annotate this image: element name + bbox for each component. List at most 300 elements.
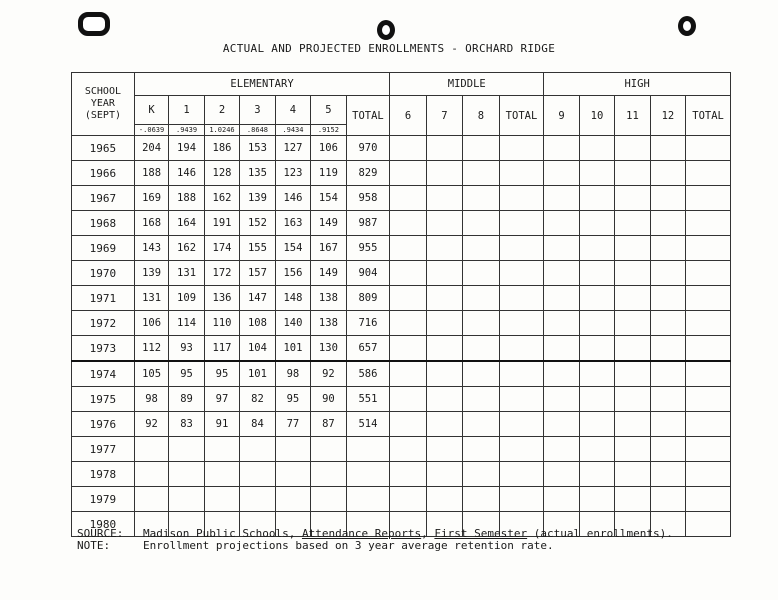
page-title: ACTUAL AND PROJECTED ENROLLMENTS - ORCHARD RIDGE <box>222 42 556 55</box>
enrollment-cell: 987 <box>346 211 390 236</box>
enrollment-cell <box>615 211 650 236</box>
enrollment-cell: 172 <box>204 261 239 286</box>
column-header: 6 <box>390 96 426 136</box>
retention-rate: 1.0246 <box>204 125 239 136</box>
enrollment-cell <box>650 261 685 286</box>
enrollment-cell <box>615 361 650 387</box>
year-cell: 1968 <box>72 211 135 236</box>
enrollment-cell <box>544 161 579 186</box>
enrollment-cell: 146 <box>169 161 204 186</box>
enrollment-cell <box>311 437 346 462</box>
note-label: NOTE: <box>77 539 111 552</box>
enrollment-cell <box>463 437 499 462</box>
enrollment-cell: 108 <box>240 311 275 336</box>
table-row <box>72 412 731 437</box>
enrollment-cell: 164 <box>169 211 204 236</box>
enrollment-cell: 149 <box>311 211 346 236</box>
enrollment-cell <box>240 437 275 462</box>
retention-rate: .9434 <box>275 125 310 136</box>
enrollment-cell: 98 <box>275 361 310 387</box>
enrollment-cell <box>686 437 731 462</box>
enrollment-cell <box>426 161 462 186</box>
table-row <box>72 261 731 286</box>
enrollment-cell <box>544 186 579 211</box>
enrollment-cell <box>169 462 204 487</box>
enrollment-cell <box>615 161 650 186</box>
enrollment-cell: 188 <box>169 186 204 211</box>
enrollment-cell <box>463 261 499 286</box>
enrollment-cell <box>390 161 426 186</box>
enrollment-cell <box>346 462 390 487</box>
enrollment-cell: 123 <box>275 161 310 186</box>
enrollment-cell <box>579 336 614 362</box>
enrollment-cell: 140 <box>275 311 310 336</box>
enrollment-cell: 139 <box>134 261 168 286</box>
enrollment-cell <box>134 487 168 512</box>
enrollment-cell <box>686 136 731 161</box>
table-row <box>72 437 731 462</box>
enrollment-cell <box>426 236 462 261</box>
enrollment-cell: 156 <box>275 261 310 286</box>
enrollment-cell <box>686 211 731 236</box>
binder-hole-left <box>78 12 110 36</box>
enrollment-cell <box>426 361 462 387</box>
enrollment-cell: 92 <box>311 361 346 387</box>
enrollment-cell: 163 <box>275 211 310 236</box>
column-header: 7 <box>426 96 462 136</box>
enrollment-cell <box>579 261 614 286</box>
enrollment-cell <box>390 336 426 362</box>
enrollment-cell <box>390 387 426 412</box>
retention-rate: .8648 <box>240 125 275 136</box>
enrollment-cell: 139 <box>240 186 275 211</box>
table-row <box>72 186 731 211</box>
enrollment-cell <box>650 361 685 387</box>
enrollment-cell: 167 <box>311 236 346 261</box>
enrollment-cell: 188 <box>134 161 168 186</box>
enrollment-cell <box>426 412 462 437</box>
enrollment-cell: 101 <box>240 361 275 387</box>
enrollment-cell <box>544 211 579 236</box>
enrollment-cell: 130 <box>311 336 346 362</box>
enrollment-cell <box>615 387 650 412</box>
enrollment-cell <box>426 261 462 286</box>
enrollment-cell: 157 <box>240 261 275 286</box>
enrollment-cell <box>650 236 685 261</box>
enrollment-cell <box>686 261 731 286</box>
enrollment-cell <box>275 437 310 462</box>
enrollment-cell: 716 <box>346 311 390 336</box>
enrollment-cell <box>579 161 614 186</box>
year-cell: 1965 <box>72 136 135 161</box>
source-suffix: (actual enrollments). <box>527 527 673 540</box>
enrollment-cell <box>544 286 579 311</box>
year-cell: 1969 <box>72 236 135 261</box>
table-row <box>72 487 731 512</box>
enrollment-cell <box>686 311 731 336</box>
enrollment-cell: 95 <box>169 361 204 387</box>
enrollment-cell: 143 <box>134 236 168 261</box>
enrollment-cell <box>615 311 650 336</box>
enrollment-cell <box>390 311 426 336</box>
enrollment-rows <box>72 136 731 537</box>
enrollment-cell <box>544 136 579 161</box>
year-cell: 1971 <box>72 286 135 311</box>
retention-rate: -.0639 <box>134 125 168 136</box>
enrollment-cell <box>650 387 685 412</box>
enrollment-cell: 92 <box>134 412 168 437</box>
enrollment-cell: 152 <box>240 211 275 236</box>
enrollment-cell <box>615 286 650 311</box>
table-row <box>72 236 731 261</box>
enrollment-cell: 146 <box>275 186 310 211</box>
enrollment-cell <box>311 487 346 512</box>
enrollment-cell: 162 <box>169 236 204 261</box>
enrollment-cell <box>686 487 731 512</box>
enrollment-cell <box>463 211 499 236</box>
enrollment-cell: 105 <box>134 361 168 387</box>
high-group-header: HIGH <box>544 73 731 96</box>
enrollment-cell <box>579 412 614 437</box>
projection-note <box>77 540 673 552</box>
enrollment-cell <box>686 286 731 311</box>
enrollment-cell <box>426 286 462 311</box>
enrollment-cell <box>686 387 731 412</box>
enrollment-cell <box>499 286 544 311</box>
enrollment-cell <box>204 462 239 487</box>
enrollment-cell <box>686 361 731 387</box>
enrollment-cell: 191 <box>204 211 239 236</box>
enrollment-cell <box>544 361 579 387</box>
enrollment-cell <box>390 412 426 437</box>
enrollment-cell: 90 <box>311 387 346 412</box>
column-header: 1 <box>169 96 204 125</box>
enrollment-cell <box>426 487 462 512</box>
enrollment-cell <box>579 186 614 211</box>
enrollment-cell: 194 <box>169 136 204 161</box>
enrollment-cell <box>615 487 650 512</box>
table-row <box>72 211 731 236</box>
enrollment-cell <box>346 487 390 512</box>
binder-hole-center <box>377 20 395 40</box>
enrollment-cell <box>615 437 650 462</box>
enrollment-cell <box>426 462 462 487</box>
binder-hole-right <box>678 16 696 36</box>
column-header: 12 <box>650 96 685 136</box>
enrollment-cell: 169 <box>134 186 168 211</box>
enrollment-cell <box>463 487 499 512</box>
enrollment-cell <box>650 336 685 362</box>
enrollment-cell: 97 <box>204 387 239 412</box>
elementary-group-header: ELEMENTARY <box>134 73 389 96</box>
enrollment-cell <box>544 487 579 512</box>
enrollment-cell <box>686 236 731 261</box>
enrollment-cell <box>426 136 462 161</box>
enrollment-cell <box>499 236 544 261</box>
table-row <box>72 387 731 412</box>
enrollment-cell: 106 <box>134 311 168 336</box>
enrollment-cell <box>579 286 614 311</box>
enrollment-cell: 147 <box>240 286 275 311</box>
enrollment-cell: 119 <box>311 161 346 186</box>
enrollment-cell: 186 <box>204 136 239 161</box>
year-cell: 1980 <box>72 512 135 537</box>
enrollment-cell <box>390 487 426 512</box>
source-prefix: Madison Public Schools, <box>143 527 302 540</box>
enrollment-cell <box>499 487 544 512</box>
footnotes <box>77 528 673 552</box>
enrollment-cell <box>463 462 499 487</box>
enrollment-cell <box>240 462 275 487</box>
year-cell: 1966 <box>72 161 135 186</box>
enrollment-cell: 155 <box>240 236 275 261</box>
enrollment-cell <box>311 462 346 487</box>
enrollment-cell <box>426 211 462 236</box>
enrollment-cell <box>615 236 650 261</box>
enrollment-cell: 114 <box>169 311 204 336</box>
table-row <box>72 286 731 311</box>
enrollment-cell: 204 <box>134 136 168 161</box>
enrollment-cell <box>544 387 579 412</box>
enrollment-cell: 514 <box>346 412 390 437</box>
enrollment-cell <box>499 186 544 211</box>
enrollment-cell: 106 <box>311 136 346 161</box>
retention-rate: .9152 <box>311 125 346 136</box>
year-cell: 1973 <box>72 336 135 362</box>
middle-group-header: MIDDLE <box>390 73 544 96</box>
column-header: TOTAL <box>686 96 731 136</box>
enrollment-cell <box>463 412 499 437</box>
enrollment-cell <box>463 236 499 261</box>
enrollment-cell: 154 <box>311 186 346 211</box>
enrollment-cell: 101 <box>275 336 310 362</box>
column-header: 10 <box>579 96 614 136</box>
enrollment-cell <box>579 361 614 387</box>
enrollment-cell <box>426 311 462 336</box>
year-cell: 1979 <box>72 487 135 512</box>
enrollment-cell <box>650 161 685 186</box>
enrollment-cell: 168 <box>134 211 168 236</box>
enrollment-cell <box>499 336 544 362</box>
enrollment-cell <box>426 186 462 211</box>
enrollment-cell: 131 <box>169 261 204 286</box>
grade-header-row <box>72 96 731 125</box>
enrollment-cell <box>499 161 544 186</box>
source-attendance: Attendance Reports <box>301 527 422 540</box>
enrollment-cell <box>615 136 650 161</box>
enrollment-cell: 84 <box>240 412 275 437</box>
retention-rate: .9439 <box>169 125 204 136</box>
enrollment-cell <box>499 437 544 462</box>
enrollment-cell: 148 <box>275 286 310 311</box>
enrollment-cell: 955 <box>346 236 390 261</box>
enrollment-cell <box>579 236 614 261</box>
enrollment-cell: 95 <box>204 361 239 387</box>
enrollment-cell <box>544 311 579 336</box>
column-header: 5 <box>311 96 346 125</box>
enrollment-cell <box>615 261 650 286</box>
enrollment-cell: 109 <box>169 286 204 311</box>
note-text: Enrollment projections based on 3 year average retention rate. <box>143 539 554 552</box>
enrollment-cell <box>650 487 685 512</box>
year-cell: 1974 <box>72 361 135 387</box>
year-cell: 1972 <box>72 311 135 336</box>
enrollment-cell <box>650 286 685 311</box>
enrollment-cell <box>426 387 462 412</box>
enrollment-cell <box>134 437 168 462</box>
enrollment-cell <box>650 136 685 161</box>
enrollment-cell: 154 <box>275 236 310 261</box>
enrollment-cell <box>499 462 544 487</box>
enrollment-cell <box>204 487 239 512</box>
table-row <box>72 311 731 336</box>
enrollment-cell <box>686 512 731 537</box>
enrollment-cell: 128 <box>204 161 239 186</box>
enrollment-cell: 958 <box>346 186 390 211</box>
enrollment-cell <box>169 487 204 512</box>
source-label: SOURCE: <box>77 527 124 540</box>
enrollment-cell <box>426 437 462 462</box>
enrollment-cell: 136 <box>204 286 239 311</box>
year-cell: 1967 <box>72 186 135 211</box>
enrollment-cell <box>615 336 650 362</box>
enrollment-cell <box>499 211 544 236</box>
column-header: TOTAL <box>346 96 390 136</box>
enrollment-cell: 586 <box>346 361 390 387</box>
enrollment-cell <box>240 487 275 512</box>
table-row <box>72 136 731 161</box>
enrollment-cell: 970 <box>346 136 390 161</box>
enrollment-cell <box>169 437 204 462</box>
enrollment-cell <box>544 437 579 462</box>
enrollment-cell: 829 <box>346 161 390 186</box>
enrollment-cell <box>499 261 544 286</box>
enrollment-cell <box>463 311 499 336</box>
enrollment-cell: 149 <box>311 261 346 286</box>
enrollment-cell <box>499 361 544 387</box>
year-cell: 1978 <box>72 462 135 487</box>
enrollment-cell <box>579 211 614 236</box>
enrollment-cell <box>275 487 310 512</box>
enrollment-cell <box>499 387 544 412</box>
column-header: 8 <box>463 96 499 136</box>
enrollment-cell: 104 <box>240 336 275 362</box>
enrollment-cell <box>615 462 650 487</box>
enrollment-cell <box>650 211 685 236</box>
enrollment-cell <box>463 286 499 311</box>
enrollment-cell <box>463 161 499 186</box>
enrollment-cell: 95 <box>275 387 310 412</box>
year-cell: 1976 <box>72 412 135 437</box>
enrollment-cell <box>544 462 579 487</box>
enrollment-cell <box>650 437 685 462</box>
enrollment-cell: 91 <box>204 412 239 437</box>
year-cell: 1977 <box>72 437 135 462</box>
enrollment-cell <box>579 462 614 487</box>
year-cell: 1970 <box>72 261 135 286</box>
enrollment-cell: 138 <box>311 286 346 311</box>
enrollment-cell: 83 <box>169 412 204 437</box>
enrollment-table <box>71 72 731 537</box>
enrollment-cell <box>579 487 614 512</box>
enrollment-cell <box>579 437 614 462</box>
enrollment-cell: 135 <box>240 161 275 186</box>
enrollment-cell <box>463 361 499 387</box>
enrollment-cell <box>615 186 650 211</box>
column-header: 9 <box>544 96 579 136</box>
enrollment-cell <box>390 236 426 261</box>
enrollment-cell <box>463 336 499 362</box>
enrollment-cell <box>390 462 426 487</box>
column-header: 3 <box>240 96 275 125</box>
column-header: 4 <box>275 96 310 125</box>
column-header: TOTAL <box>499 96 544 136</box>
enrollment-cell: 117 <box>204 336 239 362</box>
enrollment-cell <box>686 412 731 437</box>
enrollment-cell <box>499 136 544 161</box>
enrollment-cell <box>346 437 390 462</box>
enrollment-cell <box>463 186 499 211</box>
enrollment-cell: 551 <box>346 387 390 412</box>
enrollment-cell <box>463 136 499 161</box>
source-sep: , <box>421 527 435 540</box>
enrollment-cell: 138 <box>311 311 346 336</box>
enrollment-cell: 904 <box>346 261 390 286</box>
enrollment-cell: 82 <box>240 387 275 412</box>
enrollment-cell <box>544 412 579 437</box>
enrollment-cell: 98 <box>134 387 168 412</box>
enrollment-cell <box>615 412 650 437</box>
column-header: K <box>134 96 168 125</box>
enrollment-cell <box>499 412 544 437</box>
enrollment-cell <box>579 387 614 412</box>
enrollment-cell <box>390 136 426 161</box>
column-header: 2 <box>204 96 239 125</box>
enrollment-cell: 127 <box>275 136 310 161</box>
school-year-header: SCHOOL YEAR (SEPT) <box>72 73 135 136</box>
enrollment-cell <box>686 336 731 362</box>
enrollment-cell <box>650 412 685 437</box>
enrollment-cell <box>204 437 239 462</box>
enrollment-cell <box>390 186 426 211</box>
enrollment-cell: 162 <box>204 186 239 211</box>
enrollment-cell: 131 <box>134 286 168 311</box>
enrollment-cell <box>650 311 685 336</box>
enrollment-cell <box>544 336 579 362</box>
enrollment-cell <box>463 387 499 412</box>
enrollment-cell <box>544 236 579 261</box>
enrollment-cell <box>390 361 426 387</box>
enrollment-cell <box>426 336 462 362</box>
enrollment-cell <box>686 186 731 211</box>
enrollment-cell: 174 <box>204 236 239 261</box>
enrollment-cell <box>686 161 731 186</box>
enrollment-cell <box>390 211 426 236</box>
table-row <box>72 462 731 487</box>
enrollment-cell <box>544 261 579 286</box>
table-row <box>72 336 731 362</box>
enrollment-cell: 89 <box>169 387 204 412</box>
enrollment-cell <box>650 462 685 487</box>
enrollment-cell <box>390 286 426 311</box>
year-cell: 1975 <box>72 387 135 412</box>
enrollment-cell <box>134 462 168 487</box>
enrollment-cell <box>579 311 614 336</box>
enrollment-cell <box>650 186 685 211</box>
enrollment-cell <box>686 462 731 487</box>
enrollment-cell: 112 <box>134 336 168 362</box>
enrollment-cell: 93 <box>169 336 204 362</box>
